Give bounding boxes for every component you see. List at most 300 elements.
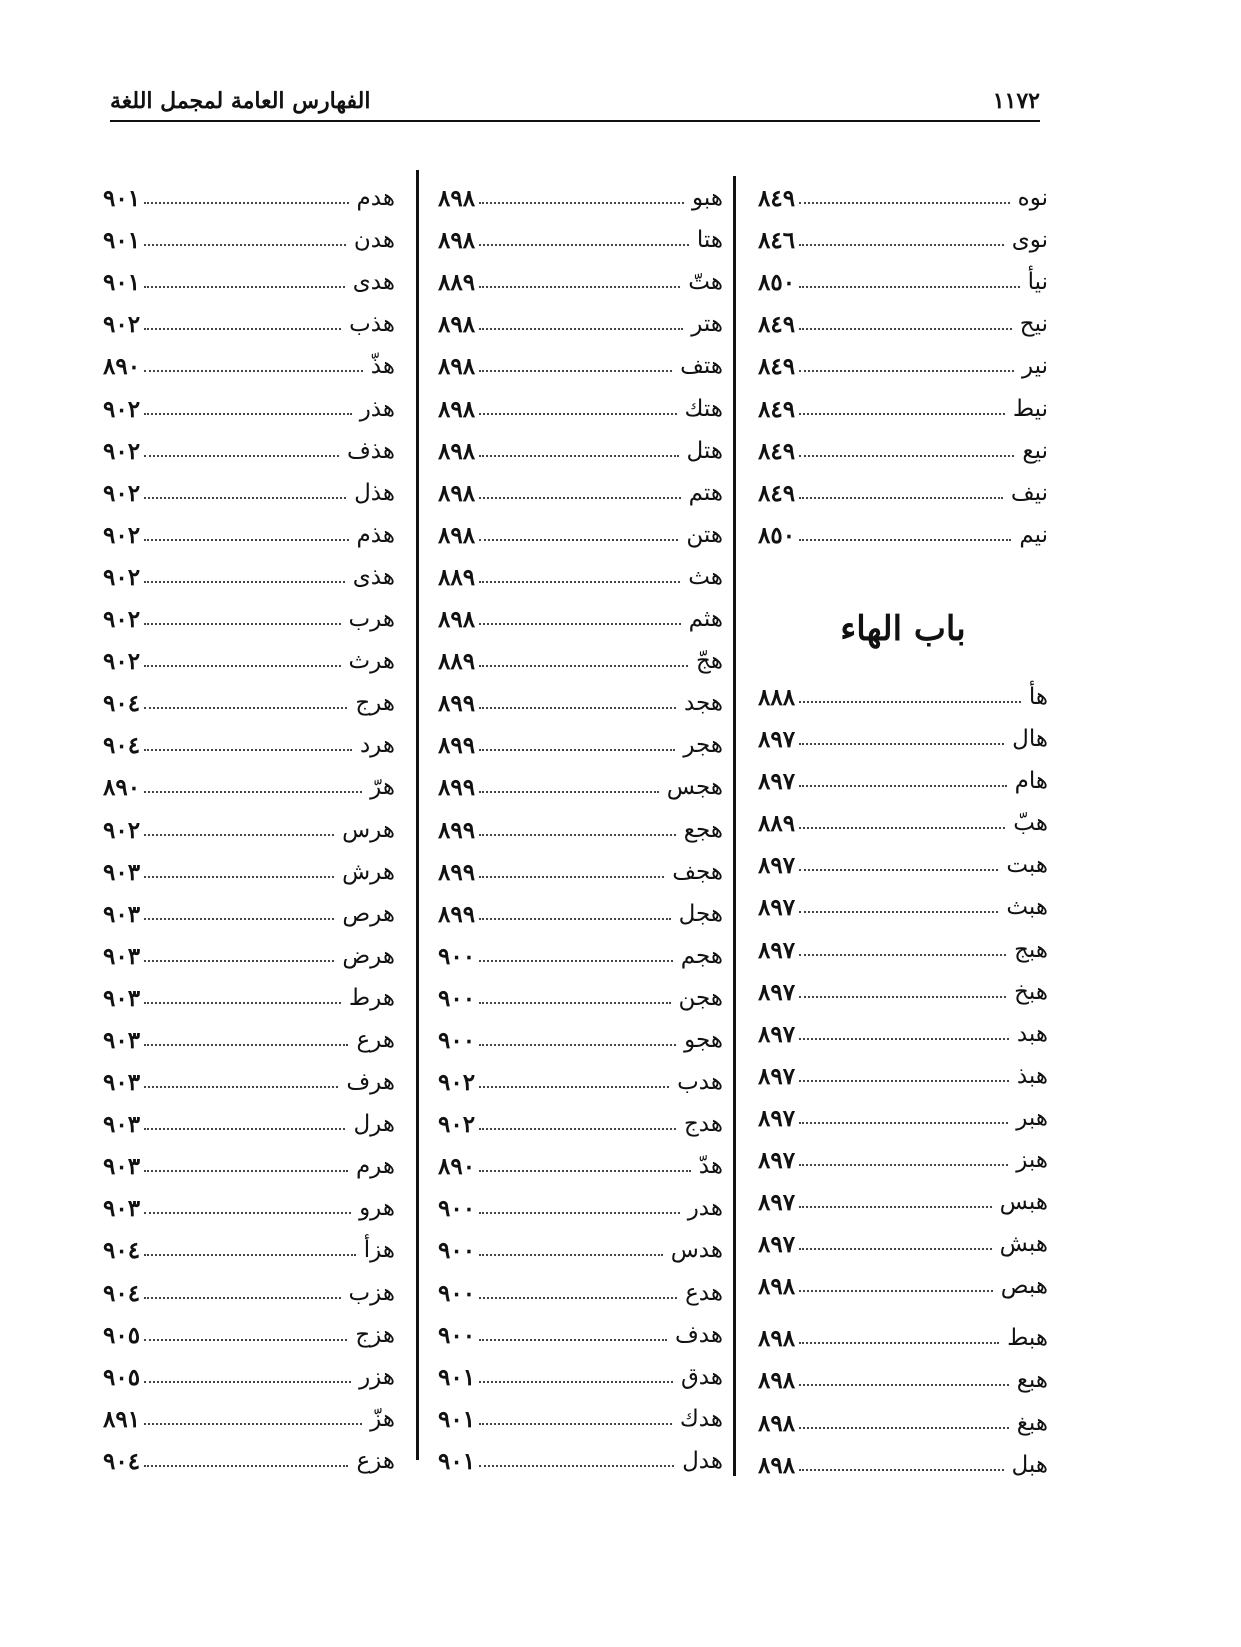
dot-leader xyxy=(144,1170,348,1172)
entry-page-number: ٨٩٨ xyxy=(438,185,476,213)
entry-page-number: ٩٠٣ xyxy=(103,1069,141,1097)
index-entry xyxy=(103,842,395,884)
column-divider-right xyxy=(733,176,736,1476)
entry-word: هدب xyxy=(677,1069,723,1096)
entry-page-number: ٨٩٧ xyxy=(758,1062,796,1090)
index-entry xyxy=(758,168,1048,213)
entry-word: هذر xyxy=(359,395,395,422)
entry-word: هرص xyxy=(342,900,395,927)
entry-page-number: ٩٠٤ xyxy=(103,1447,141,1475)
entry-page-number: ٩٠١ xyxy=(438,1363,476,1391)
index-entry xyxy=(438,336,723,381)
entry-word: هذم xyxy=(356,521,395,548)
entry-page-number: ٩٠٢ xyxy=(103,479,141,507)
entry-word: هبج xyxy=(1014,936,1048,963)
index-entry xyxy=(103,378,395,423)
entry-page-number: ٩٠١ xyxy=(103,185,141,213)
entry-word: هدم xyxy=(356,185,395,212)
index-entry xyxy=(438,463,723,505)
entry-page-number: ٨٩٧ xyxy=(758,894,796,922)
entry-word: هذب xyxy=(349,311,395,338)
entry-word: هذّ xyxy=(370,353,395,380)
entry-list-ha-2 xyxy=(758,1308,1048,1479)
entry-word: هدّ xyxy=(698,1153,723,1180)
entry-page-number: ٨٩٨ xyxy=(438,521,476,549)
entry-word: هرّ xyxy=(370,774,395,801)
entry-word: هذف xyxy=(346,437,395,464)
index-entry xyxy=(438,1347,723,1389)
entry-page-number: ٨٩٩ xyxy=(438,816,476,844)
index-entry xyxy=(438,1220,723,1265)
dot-leader xyxy=(479,1212,680,1214)
dot-leader xyxy=(479,455,678,457)
entry-page-number: ٩٠٤ xyxy=(103,690,141,718)
index-entry xyxy=(103,336,395,381)
index-entry xyxy=(438,1389,723,1431)
entry-word: هبز xyxy=(1016,1146,1048,1173)
index-entry xyxy=(758,1308,1048,1353)
entry-page-number: ٩٠٠ xyxy=(438,1237,476,1265)
entry-page-number: ٩٠٠ xyxy=(438,984,476,1012)
entry-word: هبس xyxy=(999,1189,1048,1216)
entry-word: هرل xyxy=(353,1111,395,1138)
entry-page-number: ٨٤٦ xyxy=(758,227,796,255)
index-entry xyxy=(103,1305,395,1347)
entry-word: هرش xyxy=(342,858,395,885)
entry-page-number: ٨٨٩ xyxy=(438,648,476,676)
entry-page-number: ٩٠٣ xyxy=(103,900,141,928)
index-entry xyxy=(758,294,1048,339)
index-entry xyxy=(103,1347,395,1389)
entry-word: هتف xyxy=(680,353,723,380)
entry-page-number: ٩٠٠ xyxy=(438,942,476,970)
entry-word: هام xyxy=(1014,768,1048,795)
dot-leader xyxy=(144,1465,348,1467)
index-entry xyxy=(103,799,395,844)
entry-page-number: ٨٨٨ xyxy=(758,683,796,711)
entry-word: هرث xyxy=(348,648,395,675)
entry-word: نيح xyxy=(1019,311,1048,338)
dot-leader xyxy=(144,623,340,625)
index-entry xyxy=(758,1350,1048,1395)
dot-leader xyxy=(799,455,1014,457)
index-entry xyxy=(103,1220,395,1265)
entry-word: هبر xyxy=(1016,1104,1048,1131)
dot-leader xyxy=(144,1212,351,1214)
dot-leader xyxy=(799,1122,1008,1124)
entry-word: هدى xyxy=(352,269,395,296)
dot-leader xyxy=(479,413,676,415)
index-entry xyxy=(438,715,723,760)
dot-leader xyxy=(144,1044,348,1046)
index-entry xyxy=(103,294,395,339)
dot-leader xyxy=(144,328,341,330)
index-entry xyxy=(438,294,723,339)
dot-leader xyxy=(144,1128,345,1130)
dot-leader xyxy=(144,413,352,415)
dot-leader xyxy=(799,370,1014,372)
entry-page-number: ٨٩٨ xyxy=(438,353,476,381)
entry-word: هبت xyxy=(1006,852,1048,879)
index-entry xyxy=(103,884,395,926)
entry-word: هدر xyxy=(687,1195,723,1222)
index-entry xyxy=(438,1178,723,1223)
header-rule xyxy=(110,120,1040,122)
entry-page-number: ٨٩٧ xyxy=(758,852,796,880)
index-entry xyxy=(758,877,1048,922)
dot-leader xyxy=(799,1384,1009,1386)
entry-page-number: ٨٩٧ xyxy=(758,1146,796,1174)
entry-page-number: ٩٠١ xyxy=(103,269,141,297)
entry-word: هال xyxy=(1012,726,1048,753)
entry-word: نوى xyxy=(1011,227,1048,254)
index-entry xyxy=(103,421,395,463)
index-column-middle xyxy=(438,168,723,1473)
dot-leader xyxy=(479,370,672,372)
index-entry xyxy=(103,1178,395,1223)
entry-word: هرم xyxy=(355,1153,395,1180)
index-entry xyxy=(758,252,1048,297)
index-entry xyxy=(103,210,395,255)
entry-page-number: ٩٠٢ xyxy=(103,395,141,423)
dot-leader xyxy=(479,918,671,920)
index-entry xyxy=(438,926,723,968)
dot-leader xyxy=(479,1170,691,1172)
entry-word: نير xyxy=(1021,353,1048,380)
entry-word: هجو xyxy=(684,1026,723,1053)
entry-word: هدج xyxy=(683,1111,723,1138)
entry-word: هتن xyxy=(686,521,723,548)
entry-page-number: ٩٠١ xyxy=(103,227,141,255)
index-entry xyxy=(758,1256,1048,1301)
entry-word: نيأ xyxy=(1027,269,1048,296)
dot-leader xyxy=(479,1339,667,1341)
entry-word: هرع xyxy=(356,1026,395,1053)
index-entry xyxy=(103,1431,395,1473)
page-header xyxy=(110,88,1040,124)
index-entry xyxy=(438,505,723,547)
dot-leader xyxy=(799,1427,1009,1429)
dot-leader xyxy=(799,328,1012,330)
entry-word: هجّ xyxy=(696,648,723,675)
entry-word: هذى xyxy=(352,563,395,590)
index-entry xyxy=(438,168,723,213)
entry-page-number: ٩٠٠ xyxy=(438,1279,476,1307)
dot-leader xyxy=(479,623,681,625)
entry-page-number: ٨٨٩ xyxy=(438,269,476,297)
entry-list-middle xyxy=(438,168,723,1473)
entry-word: هرف xyxy=(346,1069,395,1096)
dot-leader xyxy=(144,455,339,457)
entry-page-number: ٨٩٩ xyxy=(438,900,476,928)
entry-word: هرس xyxy=(342,816,395,843)
entry-page-number: ٨٩٨ xyxy=(758,1409,796,1437)
entry-page-number: ٩٠٠ xyxy=(438,1026,476,1054)
entry-word: هبد xyxy=(1016,1020,1048,1047)
dot-leader xyxy=(479,1381,673,1383)
index-entry xyxy=(103,1389,395,1431)
entry-page-number: ٩٠٥ xyxy=(103,1363,141,1391)
index-entry xyxy=(438,378,723,423)
entry-page-number: ٩٠١ xyxy=(438,1447,476,1475)
dot-leader xyxy=(799,954,1006,956)
entry-word: هتر xyxy=(691,311,723,338)
entry-page-number: ٩٠٤ xyxy=(103,1279,141,1307)
index-entry xyxy=(438,421,723,463)
entry-page-number: ٩٠٢ xyxy=(438,1111,476,1139)
entry-page-number: ٨٤٩ xyxy=(758,311,796,339)
entry-page-number: ٩٠٢ xyxy=(103,648,141,676)
entry-word: هرط xyxy=(348,984,395,1011)
index-entry xyxy=(103,1010,395,1052)
index-entry xyxy=(758,962,1048,1004)
dot-leader xyxy=(479,665,688,667)
dot-leader xyxy=(479,876,664,878)
index-entry xyxy=(438,1094,723,1139)
dot-leader xyxy=(799,1342,999,1344)
entry-list-nun xyxy=(758,168,1048,547)
index-column-right xyxy=(758,168,1048,1477)
entry-page-number: ٨٩٧ xyxy=(758,726,796,754)
entry-page-number: ٨٥٠ xyxy=(758,521,796,549)
entry-word: هبو xyxy=(692,185,723,212)
entry-page-number: ٨٩٧ xyxy=(758,1020,796,1048)
entry-word: هبل xyxy=(1011,1451,1048,1478)
dot-leader xyxy=(479,202,684,204)
index-column-left xyxy=(103,168,395,1473)
index-entry xyxy=(758,1214,1048,1259)
index-entry xyxy=(758,505,1048,547)
entry-word: هزأ xyxy=(363,1237,395,1264)
dot-leader xyxy=(144,1297,340,1299)
entry-word: هبص xyxy=(1000,1273,1048,1300)
dot-leader xyxy=(144,665,340,667)
entry-page-number: ٩٠٤ xyxy=(103,1237,141,1265)
index-entry xyxy=(438,1305,723,1347)
entry-page-number: ٩٠٣ xyxy=(103,942,141,970)
index-entry xyxy=(438,842,723,884)
index-entry xyxy=(758,751,1048,796)
entry-page-number: ٩٠٢ xyxy=(103,606,141,634)
index-entry xyxy=(758,1088,1048,1130)
entry-page-number: ٨٩٩ xyxy=(438,732,476,760)
entry-page-number: ٨٩٩ xyxy=(438,690,476,718)
dot-leader xyxy=(144,286,345,288)
entry-word: هزج xyxy=(355,1321,395,1348)
entry-page-number: ٨٩٨ xyxy=(438,606,476,634)
index-entry xyxy=(438,1262,723,1307)
entry-page-number: ٨٤٩ xyxy=(758,479,796,507)
dot-leader xyxy=(479,1423,672,1425)
dot-leader xyxy=(479,581,680,583)
index-entry xyxy=(438,884,723,926)
entry-word: هتّ xyxy=(688,269,723,296)
entry-word: هبط xyxy=(1007,1325,1048,1352)
entry-word: هثم xyxy=(688,606,723,633)
entry-word: هجر xyxy=(683,732,723,759)
entry-word: هرج xyxy=(355,690,395,717)
entry-page-number: ٩٠٢ xyxy=(103,521,141,549)
dot-leader xyxy=(479,834,676,836)
entry-page-number: ٨٩٨ xyxy=(438,311,476,339)
entry-word: هزر xyxy=(359,1363,395,1390)
dot-leader xyxy=(479,286,680,288)
entry-word: هبش xyxy=(999,1231,1048,1258)
dot-leader xyxy=(479,1086,669,1088)
entry-page-number: ٨٩٠ xyxy=(103,774,141,802)
dot-leader xyxy=(799,1038,1009,1040)
index-entry xyxy=(758,793,1048,838)
index-entry xyxy=(438,673,723,718)
dot-leader xyxy=(144,202,348,204)
index-entry xyxy=(758,378,1048,423)
dot-leader xyxy=(799,1248,992,1250)
index-entry xyxy=(103,168,395,213)
entry-page-number: ٨٤٩ xyxy=(758,353,796,381)
entry-word: هرب xyxy=(348,606,395,633)
entry-page-number: ٨٩٧ xyxy=(758,768,796,796)
entry-page-number: ٩٠٣ xyxy=(103,1153,141,1181)
index-entry xyxy=(438,1052,723,1097)
dot-leader xyxy=(799,244,1004,246)
entry-page-number: ٩٠٢ xyxy=(103,816,141,844)
index-entry xyxy=(438,252,723,297)
entry-page-number: ٨٤٩ xyxy=(758,437,796,465)
index-entry xyxy=(438,631,723,676)
dot-leader xyxy=(479,1297,677,1299)
index-entry xyxy=(438,589,723,634)
entry-page-number: ٩٠٢ xyxy=(103,563,141,591)
entry-word: هجع xyxy=(683,816,723,843)
entry-page-number: ٨٩٧ xyxy=(758,978,796,1006)
entry-word: هدق xyxy=(680,1363,723,1390)
entry-page-number: ٩٠٣ xyxy=(103,1111,141,1139)
entry-word: هبّ xyxy=(1013,810,1048,837)
entry-word: هث xyxy=(688,563,723,590)
index-entry xyxy=(438,210,723,255)
entry-page-number: ٨٩٧ xyxy=(758,1189,796,1217)
dot-leader xyxy=(799,911,998,913)
entry-word: نوه xyxy=(1017,185,1048,212)
dot-leader xyxy=(144,876,334,878)
entry-word: هدع xyxy=(685,1279,723,1306)
index-entry xyxy=(758,667,1048,709)
dot-leader xyxy=(144,1086,338,1088)
entry-word: هزّ xyxy=(370,1405,395,1432)
section-title: باب الهاء xyxy=(840,608,966,649)
entry-word: هبع xyxy=(1016,1367,1048,1394)
entry-word: نيع xyxy=(1022,437,1048,464)
index-entry xyxy=(103,968,395,1010)
index-entry xyxy=(103,1136,395,1181)
entry-word: هتا xyxy=(696,227,723,254)
index-entry xyxy=(103,926,395,968)
entry-word: هدك xyxy=(679,1405,723,1432)
dot-leader xyxy=(479,1465,674,1467)
entry-word: هجم xyxy=(680,942,723,969)
entry-page-number: ٨٩٩ xyxy=(438,774,476,802)
dot-leader xyxy=(799,1080,1009,1082)
dot-leader xyxy=(799,539,1011,541)
entry-word: هجف xyxy=(672,858,723,885)
entry-page-number: ٨٨٩ xyxy=(758,810,796,838)
dot-leader xyxy=(144,1423,362,1425)
entry-word: هدن xyxy=(353,227,395,254)
index-entry xyxy=(103,547,395,589)
index-entry xyxy=(438,799,723,844)
dot-leader xyxy=(144,370,363,372)
entry-page-number: ٩٠٠ xyxy=(438,1195,476,1223)
index-entry xyxy=(758,709,1048,754)
entry-word: هرض xyxy=(342,942,395,969)
spacer xyxy=(758,1298,1048,1308)
column-divider-left xyxy=(416,170,419,1460)
entry-word: هبغ xyxy=(1016,1409,1048,1436)
entry-page-number: ٩٠٣ xyxy=(103,1026,141,1054)
entry-word: هبخ xyxy=(1014,978,1048,1005)
index-entry xyxy=(103,715,395,760)
index-entry xyxy=(758,1004,1048,1046)
dot-leader xyxy=(799,827,1005,829)
dot-leader xyxy=(144,834,334,836)
entry-page-number: ٨٩٧ xyxy=(758,1104,796,1132)
index-entry xyxy=(103,1094,395,1139)
dot-leader xyxy=(479,497,681,499)
entry-page-number: ٨٤٩ xyxy=(758,395,796,423)
index-entry xyxy=(758,1046,1048,1088)
entry-page-number: ٨٩٨ xyxy=(438,227,476,255)
index-entry xyxy=(758,336,1048,381)
dot-leader xyxy=(479,1254,663,1256)
dot-leader xyxy=(799,497,1003,499)
entry-page-number: ٩٠٤ xyxy=(103,732,141,760)
dot-leader xyxy=(144,581,345,583)
dot-leader xyxy=(479,539,678,541)
dot-leader xyxy=(479,1044,676,1046)
running-title: الفهارس العامة لمجمل اللغة xyxy=(110,88,371,114)
dot-leader xyxy=(144,1002,341,1004)
entry-word: هجن xyxy=(678,984,723,1011)
dot-leader xyxy=(479,749,675,751)
entry-list-left xyxy=(103,168,395,1473)
entry-word: هرد xyxy=(359,732,395,759)
entry-word: هبذ xyxy=(1016,1062,1048,1089)
entry-page-number: ٨٥٠ xyxy=(758,269,796,297)
index-entry xyxy=(103,757,395,802)
entry-page-number: ٩٠٣ xyxy=(103,1195,141,1223)
index-entry xyxy=(103,589,395,634)
entry-page-number: ٩٠٢ xyxy=(103,437,141,465)
entry-word: هرو xyxy=(359,1195,395,1222)
dot-leader xyxy=(144,1339,347,1341)
index-entry xyxy=(758,421,1048,463)
dot-leader xyxy=(799,413,1005,415)
dot-leader xyxy=(799,785,1007,787)
entry-word: هدس xyxy=(670,1237,723,1264)
dot-leader xyxy=(479,707,676,709)
entry-word: هجس xyxy=(666,774,723,801)
index-entry xyxy=(758,210,1048,255)
entry-page-number: ٨٩٨ xyxy=(438,437,476,465)
index-entry xyxy=(758,1392,1048,1437)
entry-page-number: ٩٠١ xyxy=(438,1405,476,1433)
dot-leader xyxy=(479,1002,670,1004)
dot-leader xyxy=(479,244,689,246)
index-entry xyxy=(758,835,1048,880)
entry-page-number: ٩٠٥ xyxy=(103,1321,141,1349)
entry-page-number: ٨٩٨ xyxy=(758,1273,796,1301)
entry-page-number: ٩٠٣ xyxy=(103,984,141,1012)
